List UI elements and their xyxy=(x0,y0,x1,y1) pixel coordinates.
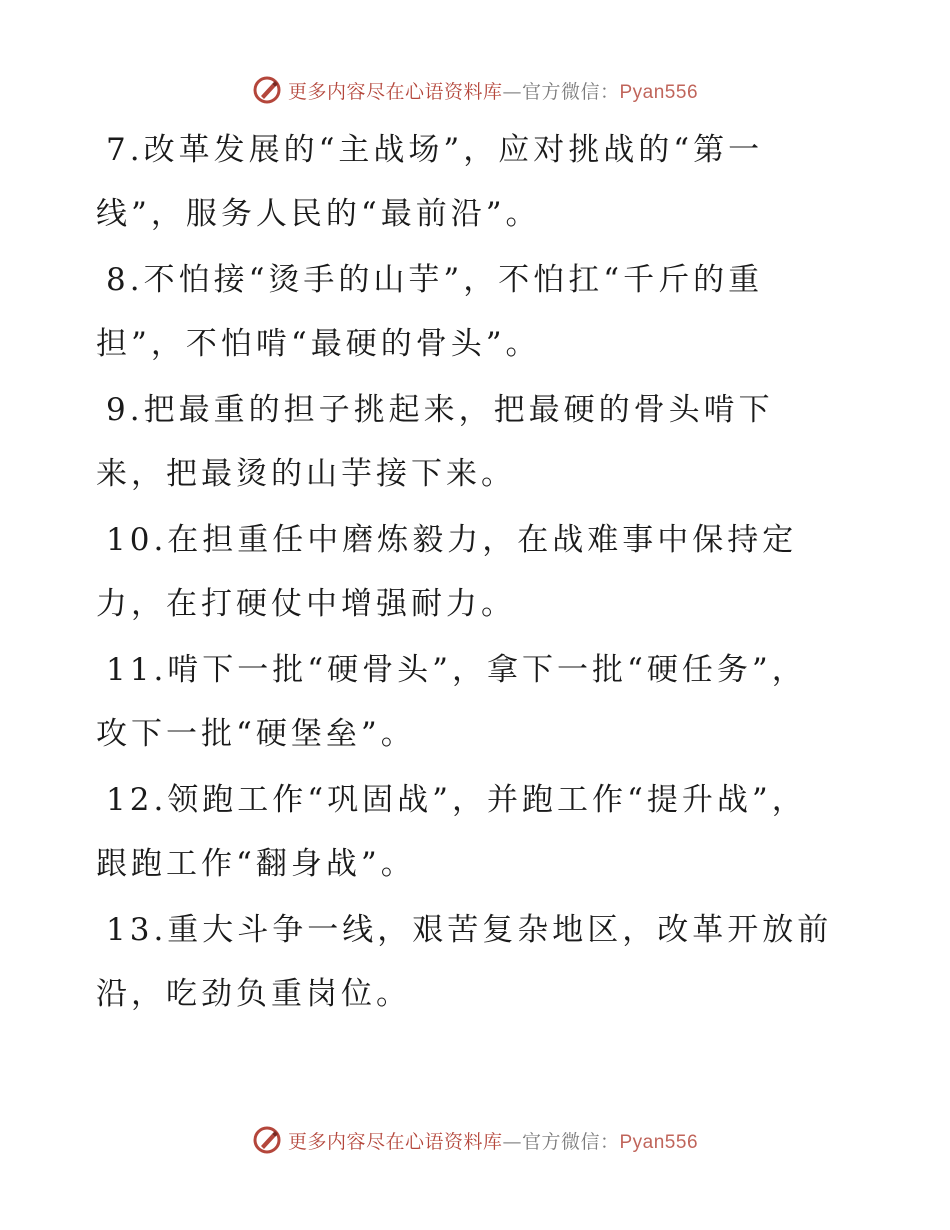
list-item: 13.重大斗争一线，艰苦复杂地区，改革开放前沿，吃劲负重岗位。 xyxy=(96,912,833,1012)
watermark-text: 更多内容尽在心语资料库 xyxy=(287,1130,503,1153)
pen-circle-icon xyxy=(252,1125,282,1155)
watermark-wechat-label: 官方微信： xyxy=(521,80,620,103)
watermark-wechat-id: Pyan556 xyxy=(619,81,699,103)
list-item: 12.领跑工作“巩固战”，并跑工作“提升战”，跟跑工作“翻身战”。 xyxy=(96,782,807,882)
list-item: 11.啃下一批“硬骨头”，拿下一批“硬任务”，攻下一批“硬堡垒”。 xyxy=(96,652,807,752)
watermark-dash: — xyxy=(502,1130,522,1153)
list-item: 9.把最重的担子挑起来，把最硬的骨头啃下来，把最烫的山芋接下来。 xyxy=(96,392,774,492)
watermark-wechat-label: 官方微信： xyxy=(521,1130,620,1153)
header-watermark xyxy=(0,70,950,110)
list-item: 8.不怕接“烫手的山芋”，不怕扛“千斤的重担”，不怕啃“最硬的骨头”。 xyxy=(96,262,764,362)
footer-watermark xyxy=(0,1120,950,1160)
list-item: 10.在担重任中磨炼毅力，在战难事中保持定力，在打硬仗中增强耐力。 xyxy=(96,522,798,622)
list-item: 7.改革发展的“主战场”，应对挑战的“第一线”，服务人民的“最前沿”。 xyxy=(96,132,764,232)
watermark-text: 更多内容尽在心语资料库 xyxy=(287,80,503,103)
watermark-wechat-id: Pyan556 xyxy=(619,1131,699,1153)
watermark-dash: — xyxy=(502,80,522,103)
pen-circle-icon xyxy=(252,75,282,105)
document-body xyxy=(96,118,836,1028)
